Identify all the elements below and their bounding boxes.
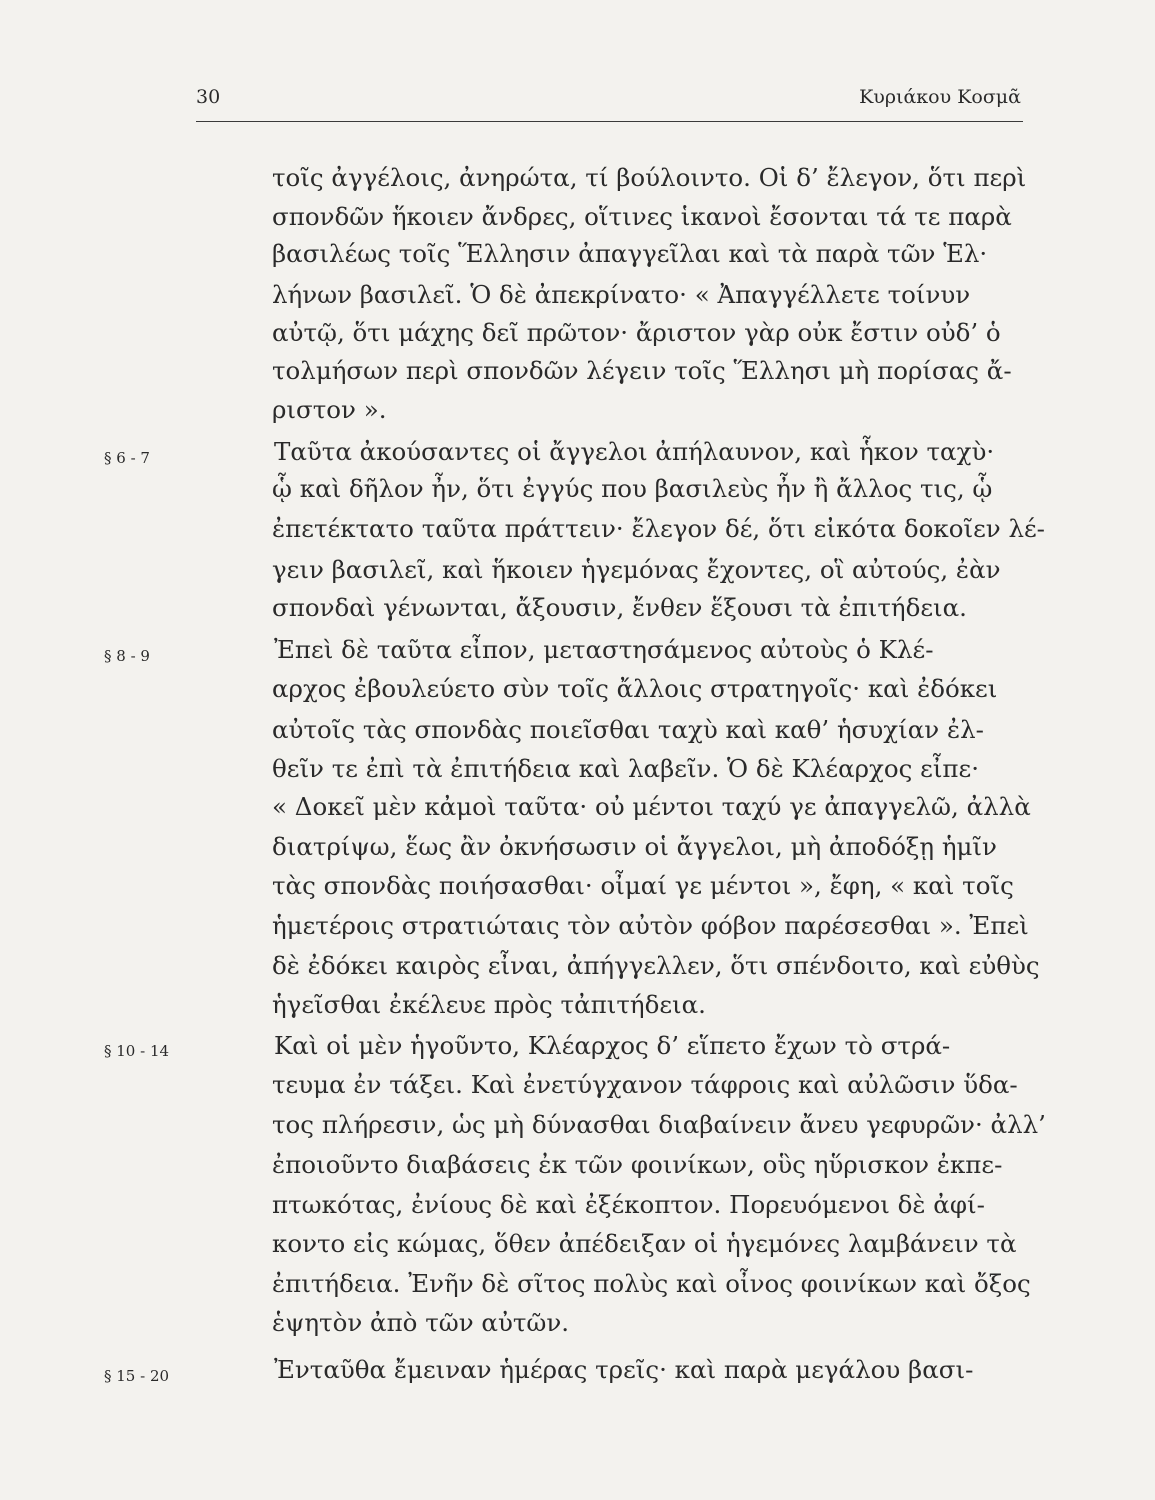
text-line: σπονδαὶ γένωνται, ἄξουσιν, ἔνθεν ἕξουσι τὰ ἐπιτήδεια. bbox=[272, 593, 967, 622]
text-line: διατρίψω, ἕως ἂν ὀκνήσωσιν οἱ ἄγγελοι, μὴ ἀποδόξῃ ἡμῖν bbox=[272, 832, 997, 861]
text-line: γειν βασιλεῖ, καὶ ἥκοιεν ἡγεμόνας ἔχοντες, οἳ αὐτούς, ἐὰν bbox=[272, 555, 1001, 584]
text-line: ἑψητὸν ἀπὸ τῶν αὐτῶν. bbox=[272, 1308, 570, 1337]
text-line: τὰς σπονδὰς ποιήσασθαι· οἶμαί γε μέντοι », ἔφη, « καὶ τοῖς bbox=[272, 871, 1014, 900]
text-line: ἡμετέροις στρατιώταις τὸν αὐτὸν φόβον παρέσεσθαι ». Ἐπεὶ bbox=[272, 911, 1029, 940]
text-line: αὐτοῖς τὰς σπονδὰς ποιεῖσθαι ταχὺ καὶ καθ’ ἡσυχίαν ἐλ- bbox=[272, 715, 984, 744]
margin-ref-8-9: § 8 - 9 bbox=[104, 647, 150, 665]
text-line: Ταῦτα ἀκούσαντες οἱ ἄγγελοι ἀπήλαυνον, καὶ ἧκον ταχὺ· bbox=[274, 437, 995, 466]
text-line: τολμήσων περὶ σπονδῶν λέγειν τοῖς Ἕλλησι μὴ πορίσας ἄ- bbox=[272, 356, 1012, 385]
text-line: τευμα ἐν τάξει. Καὶ ἐνετύγχανον τάφροις καὶ αὐλῶσιν ὕδα- bbox=[272, 1070, 1018, 1099]
text-line: σπονδῶν ἥκοιεν ἄνδρες, οἵτινες ἱκανοὶ ἔσονται τά τε παρὰ bbox=[272, 202, 1012, 231]
text-line: θεῖν τε ἐπὶ τὰ ἐπιτήδεια καὶ λαβεῖν. Ὁ δὲ Κλέαρχος εἶπε· bbox=[272, 754, 980, 783]
text-line: βασιλέως τοῖς Ἕλλησιν ἀπαγγεῖλαι καὶ τὰ παρὰ τῶν Ἑλ· bbox=[272, 239, 988, 268]
page-number: 30 bbox=[196, 86, 221, 108]
text-line: ἐπιτήδεια. Ἐνῆν δὲ σῖτος πολὺς καὶ οἶνος φοινίκων καὶ ὄξος bbox=[272, 1269, 1031, 1298]
header-rule bbox=[196, 121, 1023, 122]
margin-ref-6-7: § 6 - 7 bbox=[104, 449, 150, 467]
text-line: ἐποιοῦντο διαβάσεις ἐκ τῶν φοινίκων, οὓς ηὕρισκον ἐκπε- bbox=[272, 1150, 1003, 1179]
text-line: ἐπετέκτατο ταῦτα πράττειν· ἔλεγον δέ, ὅτι εἰκότα δοκοῖεν λέ- bbox=[272, 514, 1045, 543]
text-line: πτωκότας, ἐνίους δὲ καὶ ἐξέκοπτον. Πορευόμενοι δὲ ἀφί- bbox=[272, 1190, 985, 1219]
text-line: ριστον ». bbox=[272, 395, 387, 424]
text-line: Καὶ οἱ μὲν ἡγοῦντο, Κλέαρχος δ’ εἵπετο ἔχων τὸ στρά- bbox=[274, 1031, 951, 1060]
text-line: ἡγεῖσθαι ἐκέλευε πρὸς τἀπιτήδεια. bbox=[272, 990, 706, 1019]
text-line: αρχος ἐβουλεύετο σὺν τοῖς ἄλλοις στρατηγοῖς· καὶ ἐδόκει bbox=[272, 674, 998, 703]
text-line: ᾧ καὶ δῆλον ἦν, ὅτι ἐγγύς που βασιλεὺς ἦν ἢ ἄλλος τις, ᾧ bbox=[272, 474, 993, 503]
running-head: Κυριάκου Κοσμᾶ bbox=[859, 86, 1021, 108]
text-line: λήνων βασιλεῖ. Ὁ δὲ ἀπεκρίνατο· « Ἀπαγγέλλετε τοίνυν bbox=[272, 280, 971, 309]
text-line: Ἐνταῦθα ἔμειναν ἡμέρας τρεῖς· καὶ παρὰ μεγάλου βασι- bbox=[274, 1355, 974, 1384]
text-line: « Δοκεῖ μὲν κἀμοὶ ταῦτα· οὐ μέντοι ταχύ γε ἀπαγγελῶ, ἀλλὰ bbox=[272, 792, 1031, 821]
text-line: κοντο εἰς κώμας, ὅθεν ἀπέδειξαν οἱ ἡγεμόνες λαμβάνειν τὰ bbox=[272, 1229, 1017, 1258]
margin-ref-15-20: § 15 - 20 bbox=[104, 1367, 170, 1385]
text-line: αὐτῷ, ὅτι μάχης δεῖ πρῶτον· ἄριστον γὰρ οὐκ ἔστιν οὐδ’ ὁ bbox=[272, 318, 1001, 347]
text-line: τος πλήρεσιν, ὡς μὴ δύνασθαι διαβαίνειν ἄνευ γεφυρῶν· ἀλλ’ bbox=[272, 1110, 1046, 1139]
text-line: δὲ ἐδόκει καιρὸς εἶναι, ἀπήγγελλεν, ὅτι σπένδοιτο, καὶ εὐθὺς bbox=[272, 951, 1040, 980]
margin-ref-10-14: § 10 - 14 bbox=[104, 1042, 170, 1060]
text-line: τοῖς ἀγγέλοις, ἀνηρώτα, τί βούλοιντο. Οἱ δ’ ἔλεγον, ὅτι περὶ bbox=[272, 163, 1027, 192]
text-line: Ἐπεὶ δὲ ταῦτα εἶπον, μεταστησάμενος αὐτοὺς ὁ Κλέ- bbox=[274, 635, 934, 664]
